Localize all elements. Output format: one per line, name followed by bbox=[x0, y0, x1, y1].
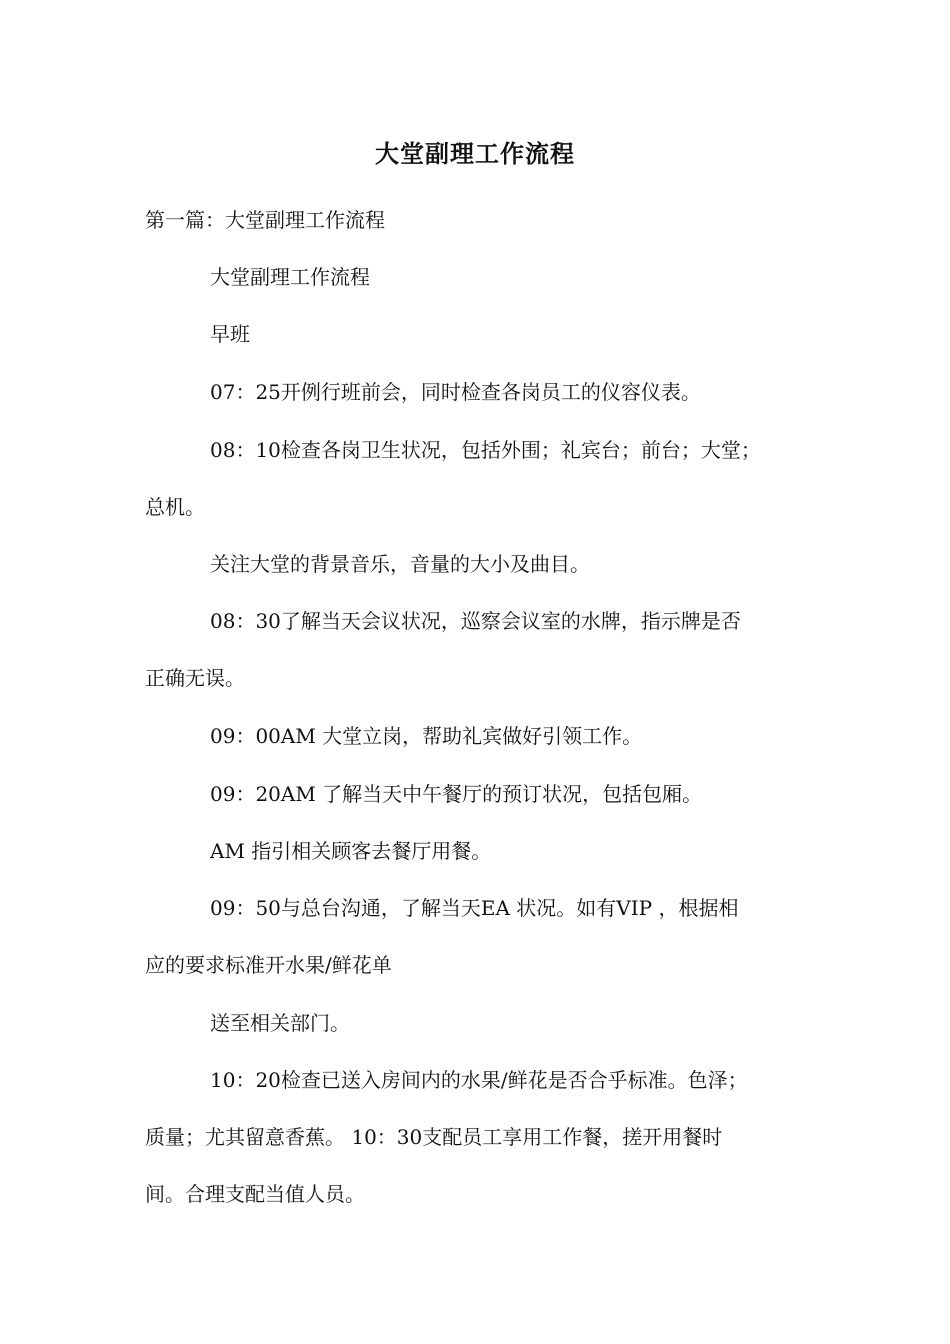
document-title: 大堂副理工作流程 bbox=[375, 139, 575, 168]
paragraph-line: 07：25开例行班前会，同时检查各岗员工的仪容仪表。 bbox=[210, 380, 701, 404]
paragraph-line: 应的要求标准开水果/鲜花单 bbox=[145, 953, 392, 977]
paragraph-line: 送至相关部门。 bbox=[210, 1011, 350, 1035]
paragraph-line: 09：20AM 了解当天中午餐厅的预订状况，包括包厢。 bbox=[210, 782, 703, 806]
paragraph-line: 08：30了解当天会议状况，巡察会议室的水牌，指示牌是否 bbox=[210, 609, 741, 633]
subsection-heading: 大堂副理工作流程 bbox=[210, 265, 370, 289]
section-heading: 第一篇：大堂副理工作流程 bbox=[145, 208, 385, 232]
shift-heading: 早班 bbox=[210, 322, 250, 346]
paragraph-line: 关注大堂的背景音乐，音量的大小及曲目。 bbox=[210, 552, 590, 576]
paragraph-line: 总机。 bbox=[145, 495, 205, 519]
paragraph-line: AM 指引相关顾客去餐厅用餐。 bbox=[210, 839, 492, 863]
paragraph-line: 质量；尤其留意香蕉。 10：30支配员工享用工作餐，搓开用餐时 bbox=[145, 1125, 723, 1149]
paragraph-line: 10：20检查已送入房间内的水果/鲜花是否合乎标准。色泽； bbox=[210, 1068, 748, 1092]
paragraph-line: 09：50与总台沟通，了解当天EA 状况。如有VIP ，根据相 bbox=[210, 896, 739, 920]
paragraph-line: 09：00AM 大堂立岗，帮助礼宾做好引领工作。 bbox=[210, 724, 643, 748]
paragraph-line: 08：10检查各岗卫生状况，包括外围；礼宾台；前台；大堂； bbox=[210, 438, 761, 462]
paragraph-line: 间。合理支配当值人员。 bbox=[145, 1182, 365, 1206]
paragraph-line: 正确无误。 bbox=[145, 666, 245, 690]
